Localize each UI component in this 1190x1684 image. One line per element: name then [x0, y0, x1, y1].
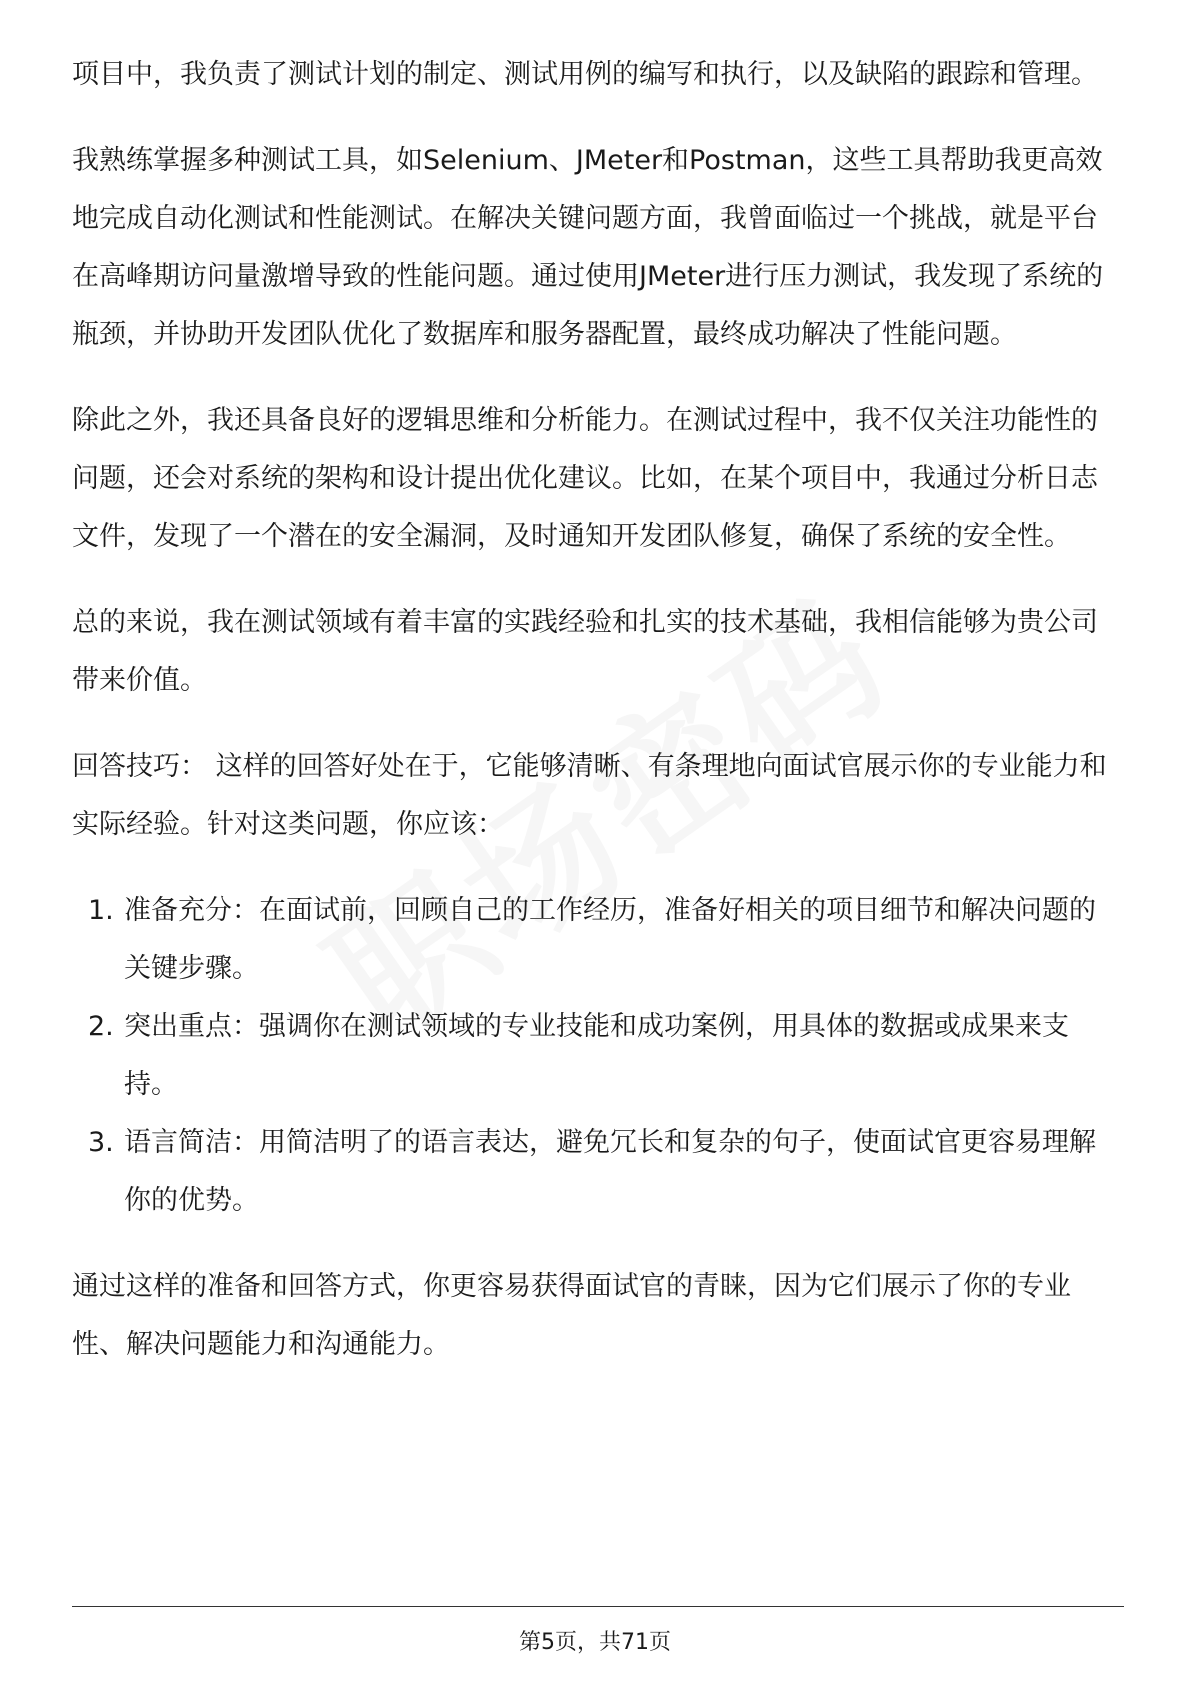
tips-list: [72, 882, 1122, 1230]
list-item-number: 1.: [88, 895, 114, 926]
paragraph-project-duties: 项目中，我负责了测试计划的制定、测试用例的编写和执行，以及缺陷的跟踪和管理。: [72, 59, 1098, 90]
list-item: [72, 998, 1122, 1114]
list-item: [72, 1114, 1122, 1230]
paragraph-closing: 通过这样的准备和回答方式，你更容易获得面试官的青睐，因为它们展示了你的专业性、解决问题能力和沟通能力。: [72, 1271, 1071, 1360]
paragraph-analysis-ability: 除此之外，我还具备良好的逻辑思维和分析能力。在测试过程中，我不仅关注功能性的问题，还会对系统的架构和设计提出优化建议。比如，在某个项目中，我通过分析日志文件，发现了一个潜在的安全漏洞，及时通知开发团队修复，确保了系统的安全性。: [72, 405, 1098, 552]
footer-divider: [72, 1606, 1124, 1607]
document-body: [72, 46, 1122, 1402]
paragraph-tools-skills: 我熟练掌握多种测试工具，如Selenium、JMeter和Postman，这些工具帮助我更高效地完成自动化测试和性能测试。在解决关键问题方面，我曾面临过一个挑战，就是平台在高峰期访问量激增导致的性能问题。通过使用JMeter进行压力测试，我发现了系统的瓶颈，并协助开发团队优化了数据库和服务器配置，最终成功解决了性能问题。: [72, 145, 1104, 350]
paragraph-summary: 总的来说，我在测试领域有着丰富的实践经验和扎实的技术基础，我相信能够为贵公司带来价值。: [72, 607, 1098, 696]
list-item-text: 突出重点：强调你在测试领域的专业技能和成功案例，用具体的数据或成果来支持。: [124, 1011, 1069, 1100]
list-item-text: 语言简洁：用简洁明了的语言表达，避免冗长和复杂的句子，使面试官更容易理解你的优势。: [124, 1127, 1096, 1216]
paragraph-answer-tips-intro: 回答技巧： 这样的回答好处在于，它能够清晰、有条理地向面试官展示你的专业能力和实际经验。针对这类问题，你应该：: [72, 751, 1107, 840]
list-item: [72, 882, 1122, 998]
list-item-text: 准备充分：在面试前，回顾自己的工作经历，准备好相关的项目细节和解决问题的关键步骤。: [124, 895, 1096, 984]
list-item-number: 3.: [88, 1127, 114, 1158]
list-item-number: 2.: [88, 1011, 114, 1042]
page-number: 第5页，共71页: [519, 1630, 671, 1655]
